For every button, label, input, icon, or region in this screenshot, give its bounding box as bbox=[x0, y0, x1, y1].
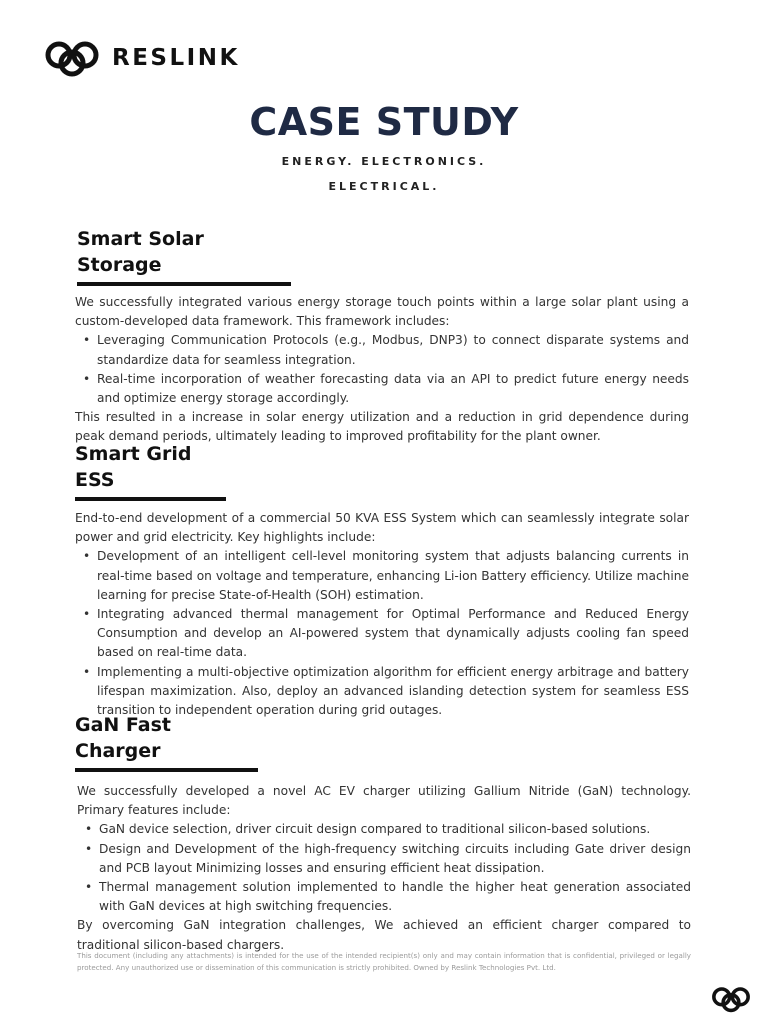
bullet-list bbox=[77, 820, 691, 916]
section-outro: This resulted in a increase in solar energy utilization and a reduction in grid dependence during peak demand periods, ultimately leading to improved profitability for the plant owner. bbox=[75, 410, 689, 444]
subtitle-line-1: ENERGY. ELECTRONICS. bbox=[281, 155, 487, 168]
list-item: • Development of an intelligent cell-level monitoring system that adjusts balancing currents in real-time based on voltage and temperature, enhancing Li-ion Battery efficiency. Utilize machine learning for precise State-of-Health (SOH) estimation. bbox=[97, 547, 689, 605]
bullet-list bbox=[75, 547, 689, 720]
section-intro: We successfully developed a novel AC EV charger utilizing Gallium Nitride (GaN) technology. Primary features include: bbox=[77, 784, 691, 818]
list-item: • Real-time incorporation of weather forecasting data via an API to predict future energy needs and optimize energy storage accordingly. bbox=[97, 370, 689, 408]
list-item: • GaN device selection, driver circuit design compared to traditional silicon-based solutions. bbox=[99, 820, 691, 839]
bullet-list bbox=[75, 331, 689, 408]
reslink-logo-icon bbox=[44, 38, 100, 78]
section-smart-solar-storage bbox=[75, 226, 689, 447]
section-intro: We successfully integrated various energy storage touch points within a large solar plant using a custom-developed data framework. This framework includes: bbox=[75, 295, 689, 329]
footer-disclaimer: This document (including any attachments) is intended for the use of the intended recipient(s) only and may contain information that is confidential, privileged or legally protected. Any unauthorized use or dissemination of this communication is strictly prohibited. Owned by Reslink Technologies Pvt. Ltd. bbox=[77, 951, 691, 972]
reslink-logo-icon bbox=[711, 984, 751, 1014]
list-item: • Design and Development of the high-frequency switching circuits including Gate driver design and PCB layout Minimizing losses and ensuring efficient heat dissipation. bbox=[99, 840, 691, 878]
list-item: • Leveraging Communication Protocols (e.g., Modbus, DNP3) to connect disparate systems and standardize data for seamless integration. bbox=[97, 331, 689, 369]
list-item: • Implementing a multi-objective optimization algorithm for efficient energy arbitrage and battery lifespan maximization. Also, deploy an advanced islanding detection system for seamless ESS transition to independent operation during grid outages. bbox=[97, 663, 689, 721]
section-gan-fast-charger bbox=[77, 712, 691, 955]
page-title: CASE STUDY bbox=[249, 100, 519, 144]
section-smart-grid-ess bbox=[75, 441, 689, 720]
section-outro: By overcoming GaN integration challenges, We achieved an efficient charger compared to traditional silicon-based chargers. bbox=[77, 918, 691, 952]
brand-logo bbox=[44, 38, 240, 78]
list-item: • Integrating advanced thermal management for Optimal Performance and Reduced Energy Consumption and develop an AI-powered system that dynamically adjusts cooling fan speed based on real-time data. bbox=[97, 605, 689, 663]
footer-logo bbox=[711, 984, 751, 1019]
section-title: GaN Fast Charger bbox=[75, 714, 172, 762]
brand-name: RESLINK bbox=[112, 45, 240, 71]
section-title: Smart Solar Storage bbox=[77, 228, 204, 276]
list-item: • Thermal management solution implemented to handle the higher heat generation associated with GaN devices at high switching frequencies. bbox=[99, 878, 691, 916]
section-intro: End-to-end development of a commercial 50 KVA ESS System which can seamlessly integrate solar power and grid electricity. Key highlights include: bbox=[75, 511, 689, 545]
section-title: Smart Grid ESS bbox=[75, 443, 192, 491]
subtitle-line-2: ELECTRICAL. bbox=[328, 180, 440, 193]
